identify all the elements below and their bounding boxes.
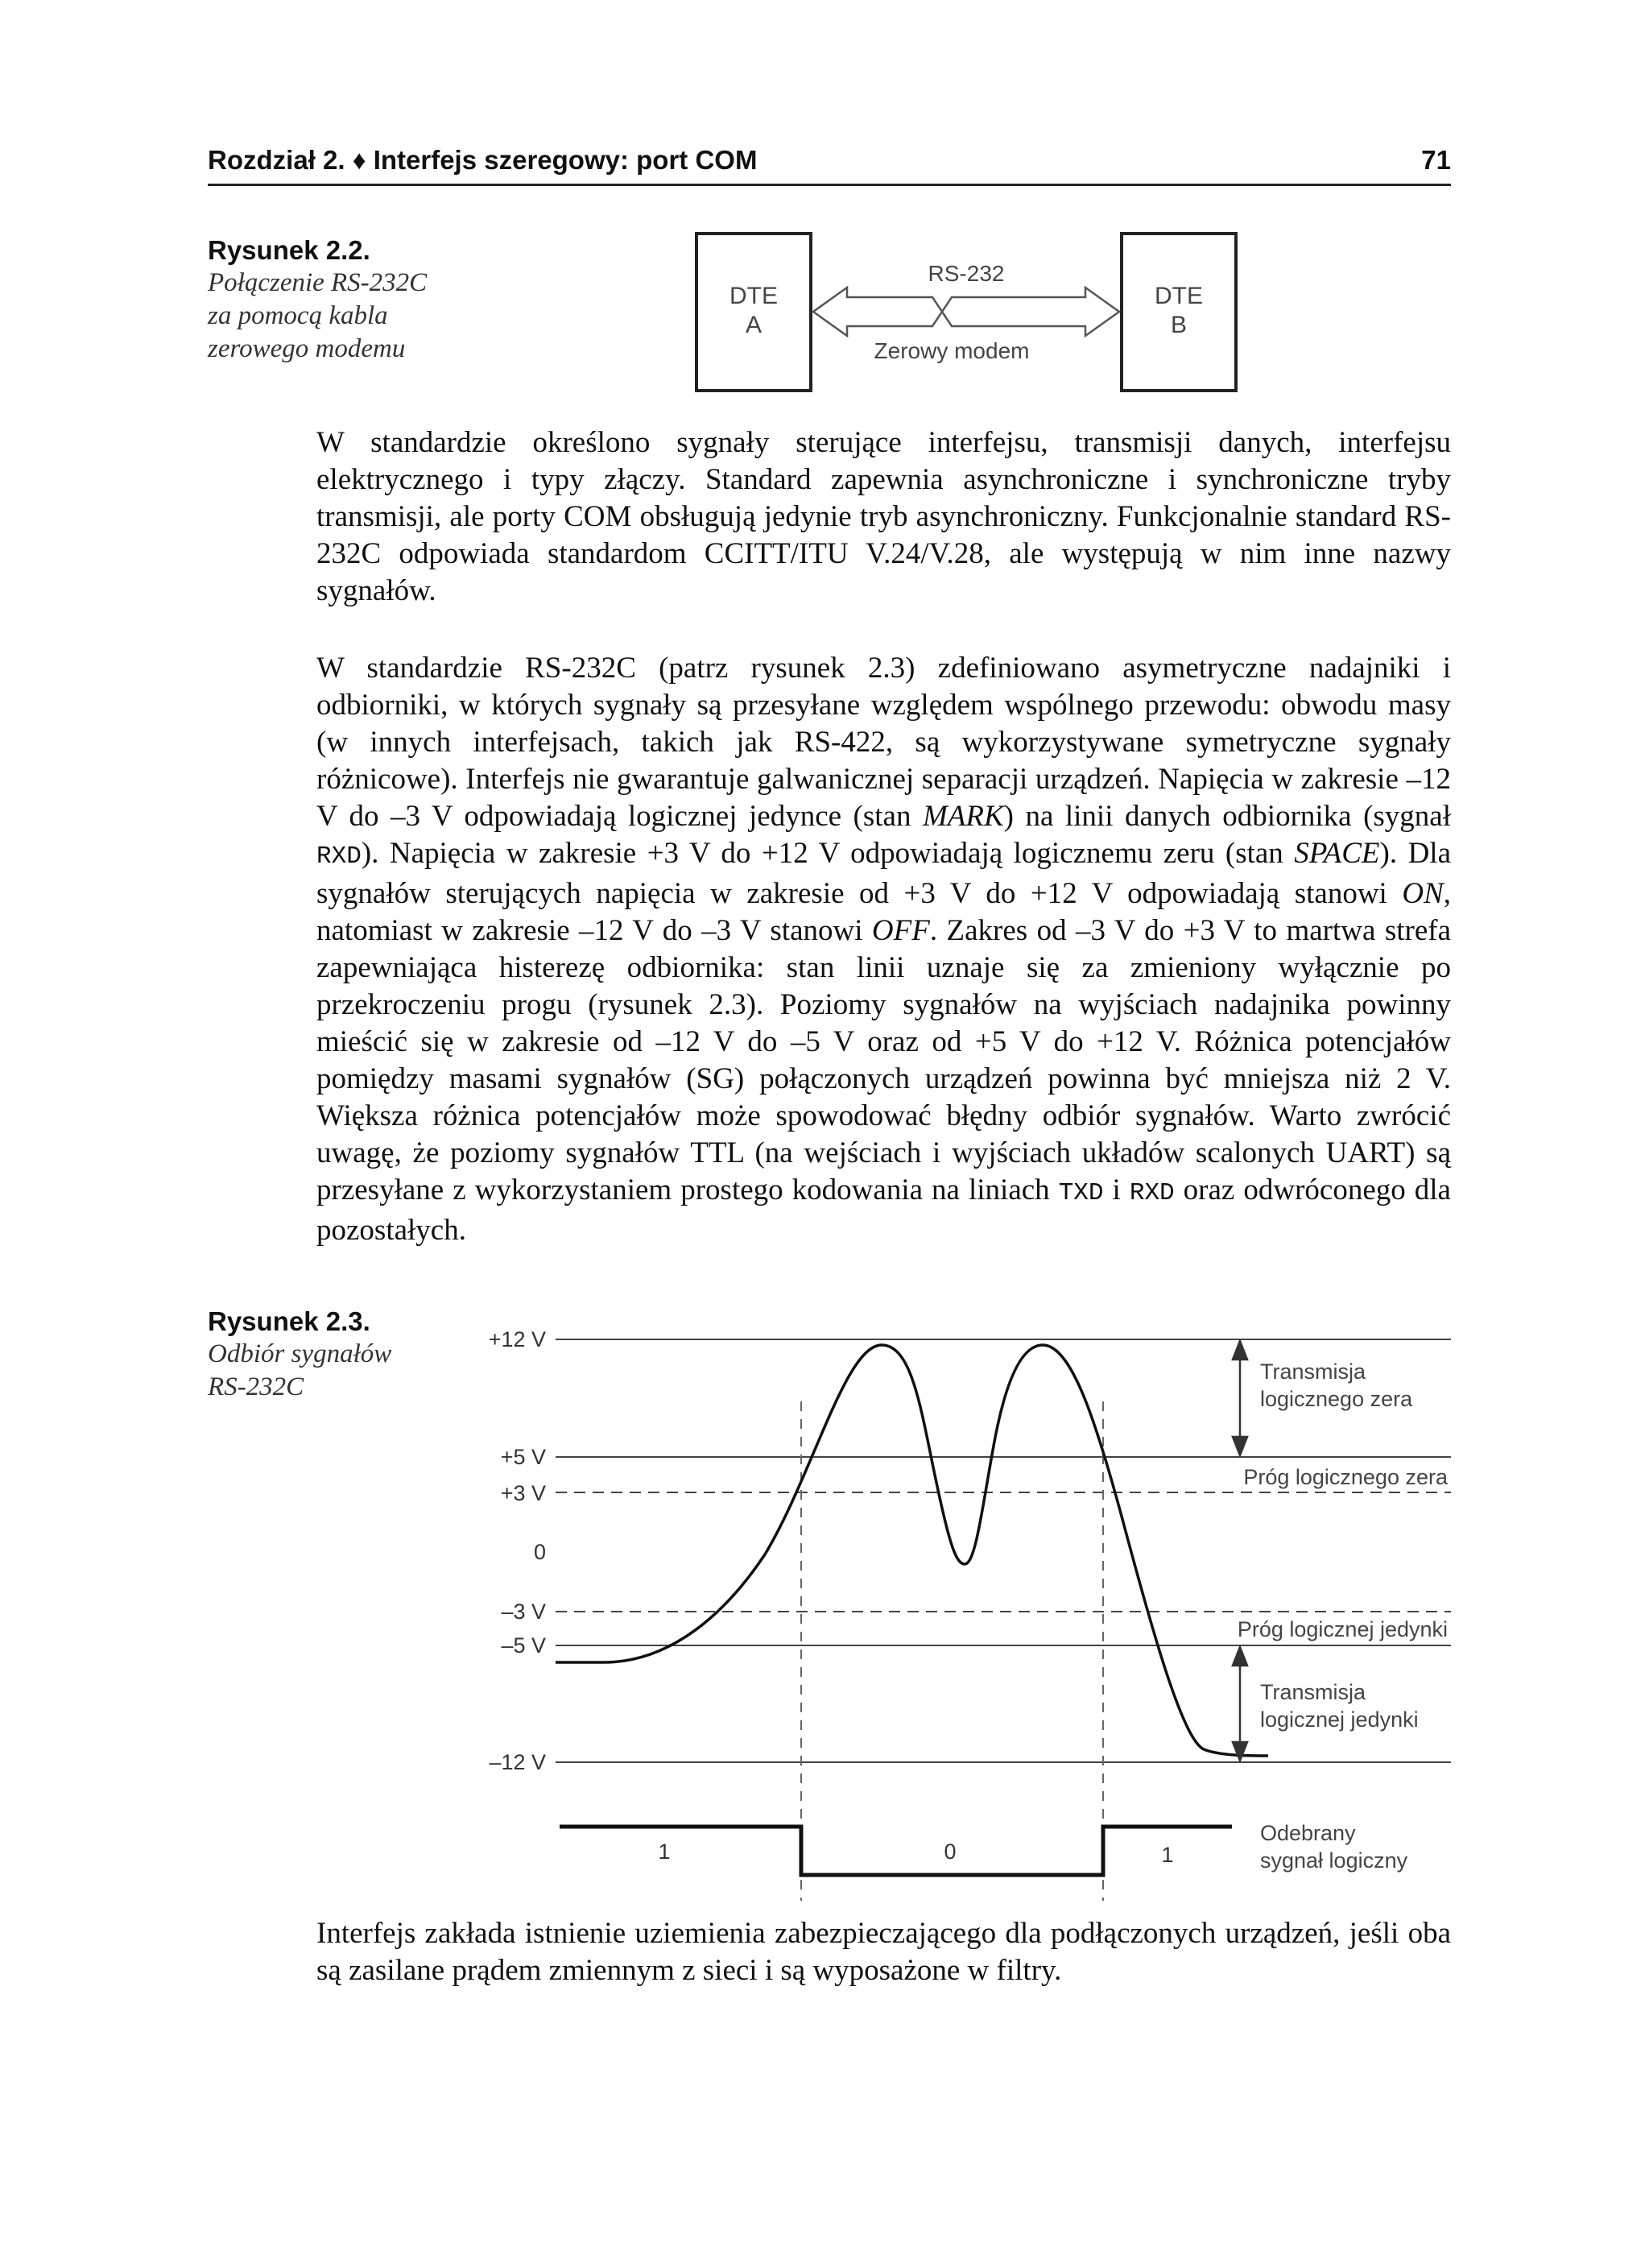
caption-line: Odbiór sygnałów <box>208 1339 392 1368</box>
text-run: oraz odwróconego dla pozostałych. <box>316 1173 1451 1247</box>
crossed-link-arrows <box>813 288 1119 336</box>
annotation-threshold-one: Próg logicznej jedynki <box>1237 1617 1448 1641</box>
link-bottom-label: Zerowy modem <box>874 338 1030 363</box>
signal-name: RXD <box>1129 1179 1175 1207</box>
term-mark: MARK <box>922 800 1004 833</box>
level-label: 0 <box>533 1540 546 1564</box>
signal-levels-diagram <box>475 1305 1465 1941</box>
arrowhead-up <box>1233 1647 1247 1666</box>
text-run: . Zakres od –3 V do +3 V to martwa strefa zapewniająca histerezę odbiornika: stan linii uznaje się za zmieniony wyłącznie po przekroczeniu progu (rysunek 2.3). Poziomy sygnałów na wyjściach nadajnika powinny mieścić się w zakresie od –12 V do –5 V oraz od +5 V do +12 V. Różnica potencjałów pomiędzy masami sygnałów (SG) połączonych urządzeń powinna być mniejsza niż 2 V. Większa różnica potencjałów może spowodować błędny odbiór sygnałów. Warto zwrócić uwagę, że poziomy sygnałów TTL (na wejściach i wyjściach układów scalonych UART) są przesyłane z wykorzystaniem prostego kodowania na liniach <box>316 914 1451 1206</box>
paragraph <box>316 650 1451 1249</box>
paragraph-text <box>316 650 1451 1249</box>
dte-b-label: DTE <box>1155 283 1203 309</box>
caption-line: za pomocą kabla <box>208 301 388 330</box>
level-label: –3 V <box>501 1600 546 1624</box>
annotation-threshold-zero: Próg logicznego zera <box>1243 1465 1448 1489</box>
level-label: +3 V <box>500 1481 546 1505</box>
figure-number: Rysunek 2.2. <box>208 235 370 265</box>
page-number: 71 <box>1421 145 1451 175</box>
term-on: ON <box>1402 877 1444 910</box>
level-label: –5 V <box>501 1633 546 1658</box>
text-run: ). Dla sygnałów sterujących napięcia w zakresie od +3 V do +12 V odpowiadają stanowi <box>316 837 1451 910</box>
level-label: –12 V <box>489 1750 546 1774</box>
annotation-received-signal: sygnał logiczny <box>1260 1848 1408 1873</box>
text-run: i <box>1103 1173 1130 1206</box>
term-space: SPACE <box>1294 837 1380 870</box>
signal-waveform <box>556 1345 1268 1756</box>
arrowhead-down <box>1233 1437 1247 1455</box>
text-run: ) na linii danych odbiornika (sygnał <box>1003 800 1451 833</box>
figure-2-3-caption <box>208 1305 391 1404</box>
annotation-transmission-zero: Transmisja <box>1260 1360 1366 1384</box>
paragraph-text: W standardzie określono sygnały sterujące interfejsu, transmisji danych, interfejsu elektrycznego i typy złączy. Standard zapewnia asynchroniczne i synchroniczne tryby transmisji, ale porty COM obsługują jedynie tryb asynchroniczny. Funkcjonalnie standard RS-232C odpowiada standardom CCITT/ITU V.24/V.28, ale występują w nim inne nazwy sygnałów. <box>316 426 1451 607</box>
text-run: W standardzie RS-232C (patrz rysunek 2.3) zdefiniowano asymetryczne nadajniki i odbiorniki, w których sygnały są przesyłane względem wspólnego przewodu: obwodu masy (w innych interfejsach, takich jak RS-422, są wykorzystywane symetryczne sygnały różnicowe). Interfejs nie gwarantuje galwanicznej separacji urządzeń. Napięcia w zakresie –12 V do –3 V odpowiadają logicznej jedynce (stan <box>316 652 1451 833</box>
dte-a-label: DTE <box>729 283 778 309</box>
logic-value: 1 <box>1161 1843 1174 1867</box>
term-off: OFF <box>871 914 930 947</box>
caption-line: Połączenie RS-232C <box>208 268 428 297</box>
caption-line: RS-232C <box>208 1372 304 1401</box>
level-label: +12 V <box>488 1327 546 1351</box>
dte-a-sublabel: A <box>745 312 763 338</box>
null-modem-diagram <box>692 230 1240 399</box>
annotation-transmission-one: logicznej jedynki <box>1260 1707 1419 1732</box>
arrowhead-up <box>1233 1341 1247 1360</box>
arrowhead-down <box>1233 1742 1247 1761</box>
signal-name: RXD <box>316 842 362 871</box>
dte-b-sublabel: B <box>1170 312 1188 338</box>
paragraph <box>316 424 1451 610</box>
text-run: ). Napięcia w zakresie +3 V do +12 V odpowiadają logicznemu zeru (stan <box>361 837 1295 870</box>
figure-2-2-caption <box>208 234 427 366</box>
annotation-transmission-one: Transmisja <box>1260 1680 1366 1704</box>
link-top-label: RS-232 <box>928 261 1005 286</box>
logic-value: 1 <box>658 1840 671 1864</box>
text-run: , natomiast w zakresie –12 V do –3 V stanowi <box>316 877 1451 947</box>
annotation-transmission-zero: logicznego zera <box>1260 1387 1413 1411</box>
figure-number: Rysunek 2.3. <box>208 1306 370 1336</box>
annotation-received-signal: Odebrany <box>1260 1821 1356 1845</box>
logic-value: 0 <box>944 1840 957 1864</box>
chapter-title: Rozdział 2. ♦ Interfejs szeregowy: port COM <box>208 145 758 175</box>
paragraph-text: Interfejs zakłada istnienie uziemienia zabezpieczającego dla podłączonych urządzeń, jeśli oba są zasilane prądem zmiennym z sieci i są wyposażone w filtry. <box>316 1917 1451 1987</box>
level-label: +5 V <box>500 1445 546 1469</box>
running-header <box>208 139 1451 186</box>
caption-line: zerowego modemu <box>208 334 406 363</box>
paragraph <box>316 1915 1451 1989</box>
signal-name: TXD <box>1058 1179 1104 1207</box>
